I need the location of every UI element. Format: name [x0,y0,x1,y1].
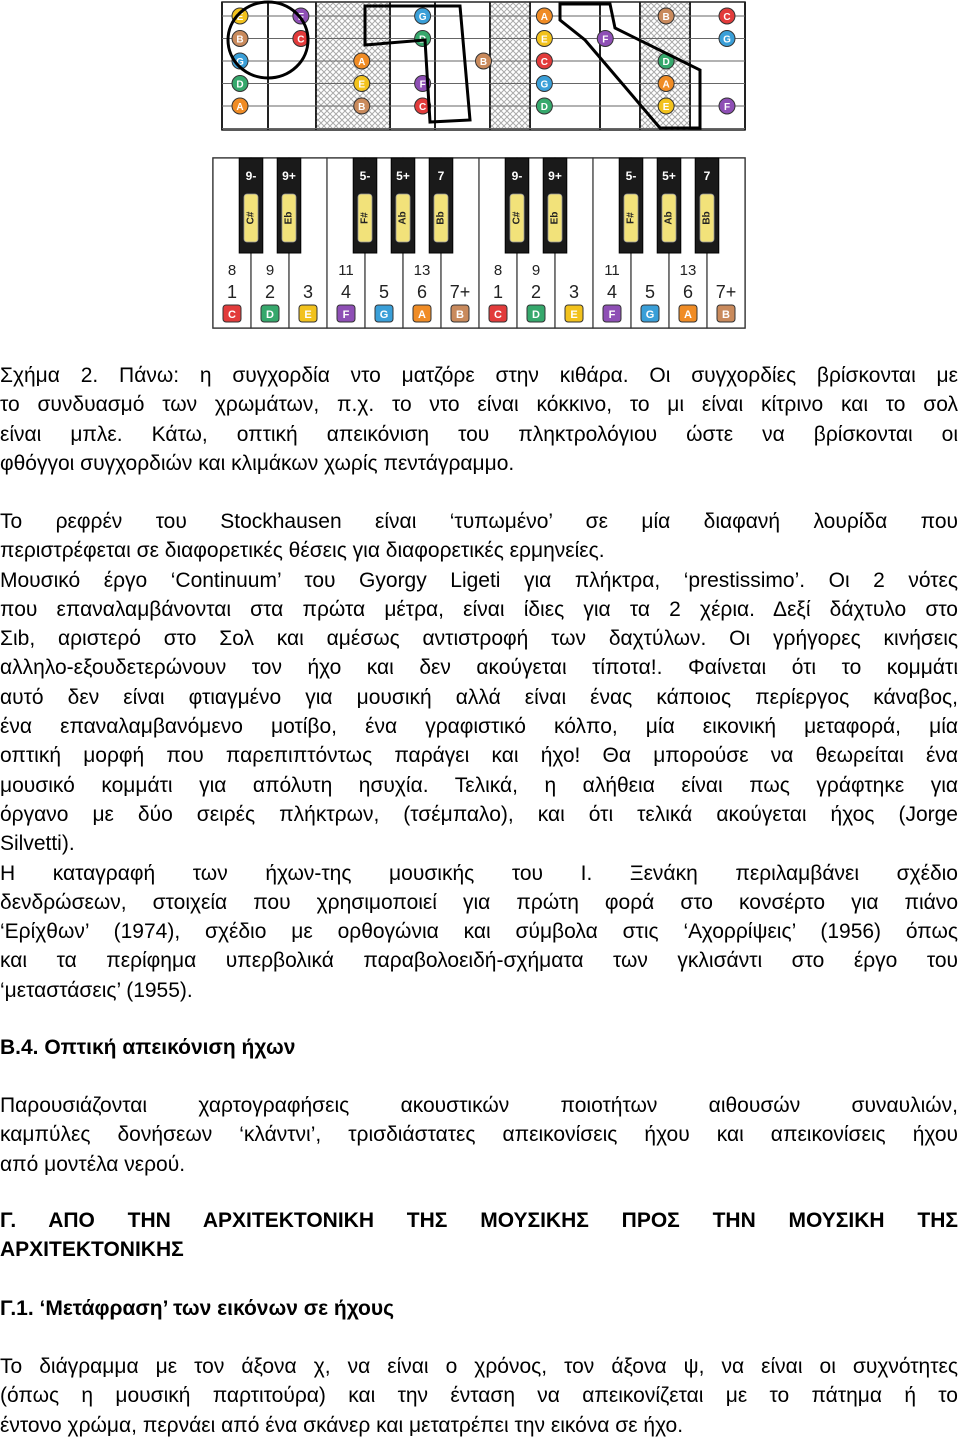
section-heading-g1 [0,1294,958,1323]
white-key-upper-label: 11 [338,262,354,279]
paragraph-line: αυτό δεν είναι φτιαγμένο για μουσική αλλά είναι ένας κάποιος περίεργος κάναβος, [0,685,958,709]
fret-marker-hatch [316,2,390,130]
white-key-upper-label: 13 [679,262,697,279]
white-key-lower-label: 3 [568,282,580,302]
white-key-lower-label: 3 [302,282,314,302]
body-paragraph-2 [0,1091,958,1179]
section-heading-b4 [0,1033,958,1062]
paragraph-line: Το ρεφρέν του Stockhausen είναι ‘τυπωμένο’ σε μία διαφανή λουρίδα που [0,510,958,533]
fret-note-label: E [236,12,244,23]
paragraph-line: δενδρώσεων, στοιχεία που χρησιμοποιεί για πρώτη φορά στο κονσέρτο για πιάνο [0,890,958,914]
fret-note-label: C [297,34,305,46]
black-key-top-label: 9- [511,169,523,183]
white-key-lower-label: 5 [378,282,390,302]
fret-note-label: C [419,102,427,113]
paragraph-line: περιστρέφεται σε διαφορετικές θέσεις για διαφορετικές ερμηνείες. [0,539,605,563]
white-key-upper-label: 11 [604,262,620,279]
fret-note-label: D [236,79,244,91]
fret-note-label: D [540,102,548,113]
fret-note-label: A [236,102,244,113]
fret-note-label: C [540,57,548,68]
white-key-note-label: F [342,309,350,321]
black-key-name-label: Ab [663,211,675,225]
paragraph-line: όργανο με δύο σειρές πλήκτρων, (τσέμπαλο), και ότι τελικά ακούγεται ήχος (Jorge [0,802,958,826]
white-key-note-label: A [684,309,692,321]
paragraph-line: Παρουσιάζονται χαρτογραφήσεις ακουστικών ποιοτήτων αιθουσών συναυλιών, [0,1094,958,1117]
caption-line: το συνδυασμό των χρωμάτων, π.χ. το ντο είναι κόκκινο, το μι είναι κίτρινο και το σολ [0,393,958,417]
white-key-note-label: C [228,309,236,321]
black-key-top-label: 5- [359,169,371,183]
black-key-name-label: Bb [701,211,713,225]
paragraph-line: ‘Ερίχθων’ (1974), σχέδιο με ορθογώνια και σύμβολα στις ‘Αχορρίψεις’ (1956) όπως [0,920,958,944]
black-key-top-label: 7 [703,169,711,183]
white-key-note-label: E [570,309,578,321]
paragraph-line: Σιb, αριστερό στο Σολ και αμέσως αντιστροφή των δαχτύλων. Οι γρήγορες κινήσεις [0,627,958,651]
paragraph-line: Η καταγραφή των ήχων-της μουσικής του Ι. Ξενάκη περιλαμβάνει σχέδιο [0,861,958,885]
piano-keyboard [213,158,745,328]
paragraph-line: Μουσικό έργο ‘Continuum’ του Gyorgy Ligeti για πλήκτρα, ‘prestissimo’. Οι 2 νότες [0,568,958,592]
black-key-top-label: 5+ [662,169,676,183]
white-key-note-label: C [494,309,502,321]
fret-note-label: B [662,12,670,23]
figure-caption [0,361,958,478]
fret-note-label: E [541,34,548,46]
body-paragraph-1 [0,507,958,1005]
fret-note-label: A [540,12,548,23]
heading-text: Β.4. Οπτική απεικόνιση ήχων [0,1036,296,1059]
black-key-top-label: 9+ [282,169,296,183]
paragraph-line: μουσικό κομμάτι για απόλυτη ησυχία. Τελικά, η αλήθεια είναι πως γράφτηκε για [0,773,958,797]
white-key-lower-label: 7+ [715,282,737,302]
heading-line: ΑΡΧΙΤΕΚΤΟΝΙΚΗΣ [0,1238,184,1262]
white-key-lower-label: 4 [606,282,618,302]
fret-note-label: C [723,12,731,23]
fret-note-label: E [662,102,670,113]
fret-note-label: F [602,34,609,46]
black-key-name-label: F# [359,212,371,224]
fret-note-label: B [358,102,366,113]
black-key-top-label: 9- [245,169,257,183]
fret-note-label: A [662,79,670,91]
paragraph-line: καμπύλες δονήσεων ‘κλάντνι’, τρισδιάστατες απεικονίσεις ήχου και απεικονίσεις ήχου [0,1123,958,1147]
fret-note-label: E [358,79,366,91]
paragraph-line: ένα επαναλαμβανόμενο μοτίβο, ένα γραφιστικό κόλπο, μία εικονική μεταφορά, μία [0,715,958,739]
body-paragraph-3 [0,1352,958,1440]
section-heading-g [0,1206,958,1265]
white-key-note-label: E [304,309,312,321]
caption-line: φθόγγοι συγχορδιών και κλιμάκων χωρίς πεντάγραμμο. [0,451,515,475]
white-key-upper-label: 8 [227,262,237,279]
fret-note-label: G [540,79,549,91]
heading-line: Γ. ΑΠΟ ΤΗΝ ΑΡΧΙΤΕΚΤΟΝΙΚΗ ΤΗΣ ΜΟΥΣΙΚΗΣ ΠΡΟΣ ΤΗΝ ΜΟΥΣΙΚΗ ΤΗΣ [0,1209,958,1232]
white-key-lower-label: 2 [530,282,542,302]
caption-line: Σχήμα 2. Πάνω: η συγχορδία ντο ματζόρε στην κιθάρα. Οι συγχορδίες βρίσκονται με [0,364,958,387]
fret-note-label: B [479,57,488,68]
fret-note-label: F [297,12,304,23]
paragraph-line: (όπως η μουσική παρτιτούρα) και την ένταση να απεικονίζεται με το πάτημα ή το [0,1384,958,1408]
black-key-name-label: Eb [549,211,561,225]
black-key-top-label: 9+ [548,169,562,183]
white-key-lower-label: 6 [682,282,694,302]
white-key-note-label: F [608,309,616,321]
heading-text: Γ.1. ‘Μετάφραση’ των εικόνων σε ήχους [0,1297,395,1320]
paragraph-line: οπτική μορφή που παρεπιπτόντως παράγει και ήχο! Θα μπορούσε να θεωρείται ένα [0,744,958,768]
white-key-note-label: A [418,309,426,321]
white-key-lower-label: 6 [416,282,428,302]
chord-diagram-figure [0,0,960,340]
black-key-name-label: C# [511,211,523,225]
paragraph-line: ‘μεταστάσεις’ (1955). [0,978,193,1002]
white-key-upper-label: 9 [265,262,275,279]
white-key-upper-label: 8 [493,262,503,279]
black-key-name-label: Ab [397,211,409,225]
white-key-lower-label: 1 [226,282,238,302]
white-key-lower-label: 1 [492,282,504,302]
white-key-upper-label: 9 [531,262,541,279]
fret-note-label: D [419,34,427,46]
black-key-name-label: F# [625,212,637,224]
fret-note-label: G [723,34,731,46]
white-key-note-label: B [456,309,464,321]
fret-note-label: F [723,102,731,113]
white-key-note-label: D [532,309,540,321]
black-key-name-label: Eb [283,211,295,225]
white-key-lower-label: 4 [340,282,352,302]
paragraph-line: Silvetti). [0,832,75,856]
paragraph-line: και τα περίφημα υπερβολικά παραβολοειδή-σχήματα των γκλισάντι στο έργο του [0,949,958,973]
paragraph-line: από μοντέλα νερού. [0,1152,186,1176]
black-key-name-label: Bb [435,211,447,225]
fret-note-label: G [418,12,427,23]
white-key-lower-label: 5 [644,282,656,302]
paragraph-line: αλληλο-εξουδετερώνουν τον ήχο και δεν ακούγεται τίποτα!. Φαίνεται ότι το κομμάτι [0,656,958,680]
fret-note-label: B [236,34,244,46]
paragraph-line: έντονο χρώμα, περνάει από ένα σκάνερ και μετατρέπει την εικόνα σε ήχο. [0,1413,684,1437]
white-key-note-label: G [645,309,655,321]
black-key-top-label: 5- [625,169,637,183]
white-key-lower-label: 2 [264,282,276,302]
white-key-note-label: G [379,309,389,321]
guitar-fretboard [222,2,745,130]
paragraph-line: που επαναλαμβάνονται στα πρώτα μέτρα, είναι ίδιες για τα 2 χέρια. Δεξί δάχτυλο στο [0,597,958,621]
paragraph-line: Το διάγραμμα με τον άξονα χ, να είναι ο χρόνος, τον άξονα ψ, να είναι οι συχνότητες [0,1355,958,1378]
white-key-lower-label: 7+ [449,282,471,302]
black-key-name-label: C# [245,211,257,225]
fret-note-label: F [419,79,426,91]
white-key-note-label: B [722,309,730,321]
fret-marker-hatch [490,2,530,130]
fret-note-label: A [358,57,366,68]
fret-note-label: D [662,57,670,68]
white-key-note-label: D [266,309,274,321]
caption-line: είναι μπλε. Κάτω, οπτική απεικόνιση του πληκτρολόγιου ώστε να βρίσκονται οι [0,422,958,446]
black-key-top-label: 5+ [396,169,410,183]
fret-note-label: G [236,57,244,68]
white-key-upper-label: 13 [413,262,431,279]
black-key-top-label: 7 [437,169,445,183]
